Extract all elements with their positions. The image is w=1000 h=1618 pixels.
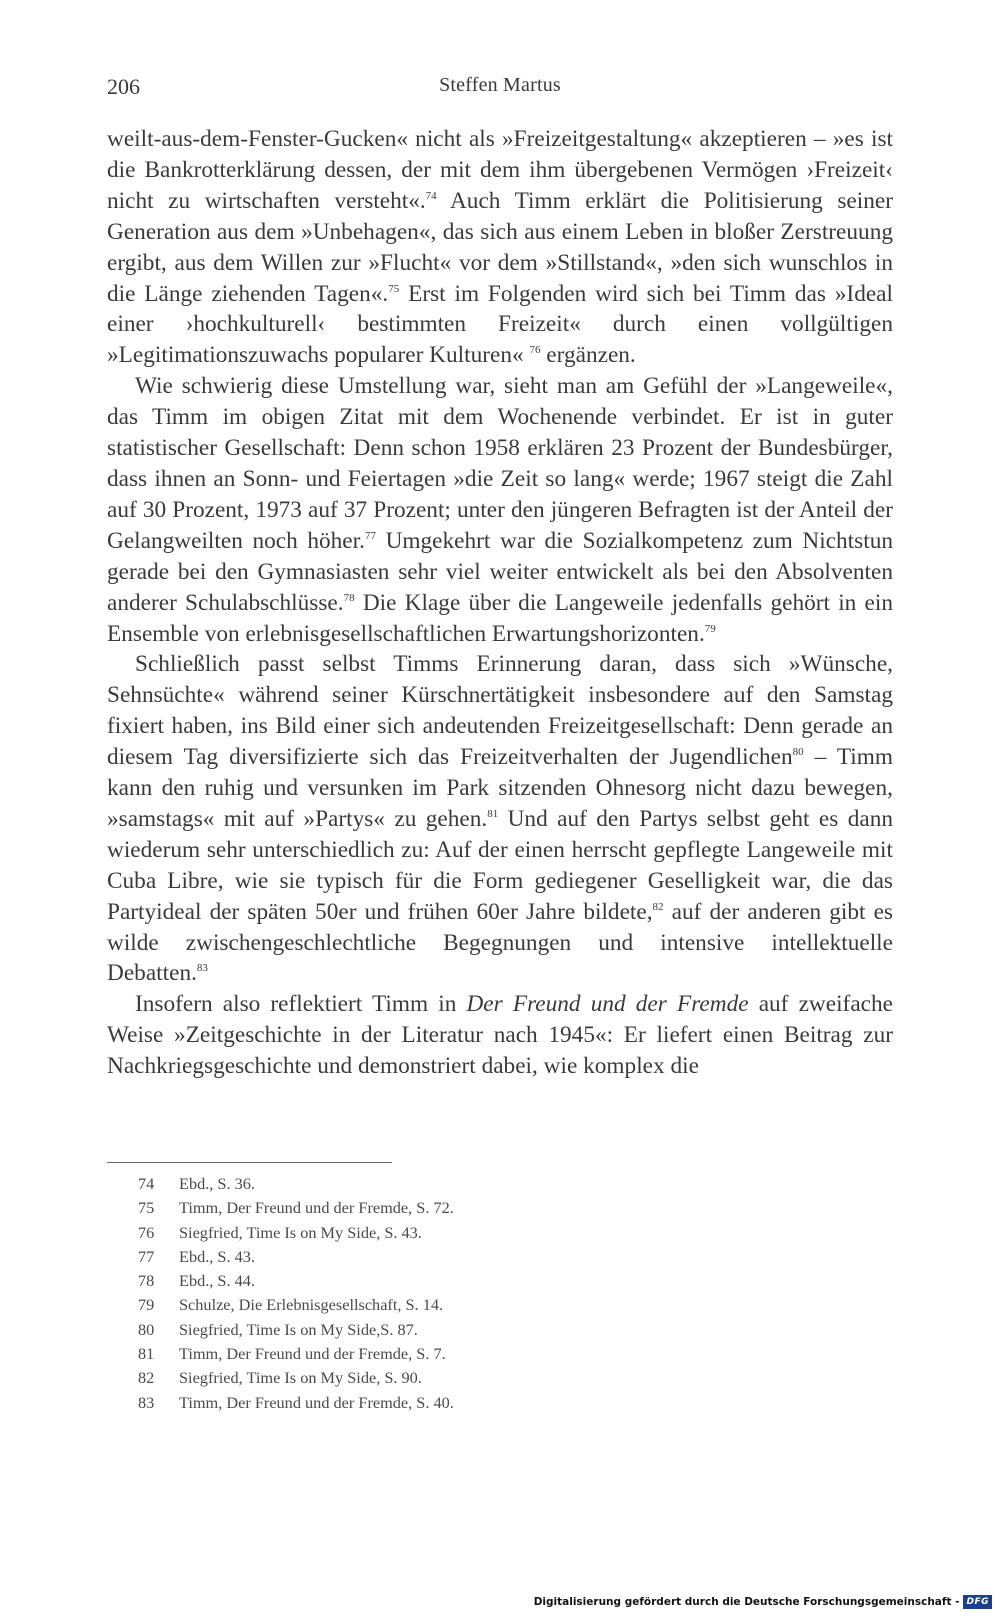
footnote — [107, 1366, 707, 1390]
footnote-number: 76 — [138, 1222, 155, 1242]
footnote-reference: 78 — [343, 591, 355, 604]
footnote-number: 79 — [138, 1295, 155, 1315]
digitization-credit-text: Digitalisierung gefördert durch die Deutsche Forschungsgemeinschaft - — [533, 1596, 960, 1608]
paragraph — [107, 124, 893, 371]
footnote-reference: 77 — [364, 529, 376, 542]
text-run: Die Klage über die Langeweile jedenfalls gehört in ein Ensemble von erlebnisgesellschaftlichen Erwartungshorizonten. — [107, 589, 894, 647]
footnote-reference: 82 — [652, 900, 664, 913]
text-run: Und auf den Partys selbst geht es dann wiederum sehr unterschiedlich zu: Auf der einen herrscht gepflegte Langeweile mit Cuba Libre, wie sie typisch für die Form gediegener Geselligkeit war, die das Partyideal der späten 50er und frühen 60er Jahre bildete, — [107, 805, 893, 925]
paragraph — [107, 371, 893, 649]
text-run: Erst im Folgenden wird sich bei Timm das »Ideal einer ›hochkulturell‹ bestimmten Freizeit« durch einen vollgültigen »Legitimationszuwachs popularer Kulturen« — [107, 280, 893, 369]
footnote-text: Schulze, Die Erlebnisgesellschaft, S. 14. — [179, 1295, 444, 1315]
footnote-text: Siegfried, Time Is on My Side, S. 90. — [179, 1368, 422, 1388]
footnote-number: 83 — [138, 1392, 155, 1412]
page-number: 206 — [107, 74, 140, 99]
footnote-text: Timm, Der Freund und der Fremde, S. 7. — [179, 1344, 446, 1364]
text-run: Auch Timm erklärt die Politisierung seiner Generation aus dem »Unbehagen«, das sich aus einem Leben in bloßer Zerstreuung ergibt, aus dem Willen zur »Flucht« vor dem »Stillstand«, »den sich wunschlos in die Länge ziehenden Tagen«. — [107, 187, 893, 307]
footnote-text: Siegfried, Time Is on My Side, S. 43. — [179, 1222, 422, 1242]
footnote — [107, 1245, 707, 1269]
footnote-reference: 81 — [487, 807, 499, 820]
book-title: Der Freund und der Fremde — [466, 991, 749, 1018]
footnote-reference: 76 — [529, 344, 541, 357]
footnote — [107, 1269, 707, 1293]
footnote-number: 82 — [138, 1368, 155, 1388]
footnote-number: 75 — [138, 1198, 155, 1218]
running-title: Steffen Martus — [439, 74, 561, 96]
text-run: – Timm kann den ruhig und versunken im Park sitzenden Ohnesorg nicht dazu bewegen, »samstags« mit auf »Partys« zu gehen. — [107, 744, 893, 832]
footnote-number: 81 — [138, 1344, 155, 1364]
text-run: Wie schwierig diese Umstellung war, sieht man am Gefühl der »Langeweile«, das Timm im obigen Zitat mit dem Wochenende verbindet. Er ist in guter statistischer Gesellschaft: Denn schon 1958 erklären 23 Prozent der Bundesbürger, dass ihnen an Sonn- und Feiertagen »die Zeit so lang« werde; 1967 steigt die Zahl auf 30 Prozent, 1973 auf 37 Prozent; unter den jüngeren Befragten ist der Anteil der Gelangweilten noch höher. — [107, 373, 893, 554]
text-run: Umgekehrt war die Sozialkompetenz zum Nichtstun gerade bei den Gymnasiasten sehr viel weiter entwickelt als bei den Absolventen anderer Schulabschlüsse. — [107, 527, 893, 616]
footnote-reference: 74 — [425, 189, 437, 202]
footnote — [107, 1221, 707, 1245]
text-run: weilt-aus-dem-Fenster-Gucken« nicht als »Freizeitgestaltung« akzeptieren – »es ist die Bankrotterklärung dessen, der mit dem ihm übergebenen Vermögen ›Freizeit‹ nicht zu wirtschaften versteht«. — [107, 126, 893, 214]
footnote — [107, 1172, 707, 1196]
footnote — [107, 1391, 707, 1415]
footnote-text: Timm, Der Freund und der Fremde, S. 72. — [179, 1198, 454, 1218]
footnote-number: 77 — [138, 1246, 155, 1266]
digitization-credit — [534, 1592, 992, 1612]
paragraph — [107, 989, 893, 1082]
text-run: Insofern also reflektiert Timm in — [135, 991, 467, 1018]
footnote-text: Ebd., S. 36. — [179, 1174, 255, 1193]
body-text — [107, 124, 893, 1082]
text-run: auf der anderen gibt es wilde zwischengeschlechtliche Begegnungen und intensive intellektuelle Debatten. — [107, 898, 893, 987]
footnotes — [107, 1172, 707, 1415]
footnote — [107, 1196, 707, 1220]
footnote-reference: 80 — [792, 746, 804, 759]
paragraph — [107, 649, 893, 989]
footnote-reference: 83 — [196, 962, 208, 975]
footnote-text: Ebd., S. 43. — [179, 1246, 255, 1266]
footnote-number: 74 — [138, 1174, 155, 1193]
text-run: auf zweifache Weise »Zeitgeschichte in der Literatur nach 1945«: Er liefert einen Beitrag zur Nachkriegsgeschichte und demonstriert dabei, wie komplex die — [107, 991, 893, 1080]
footnote-number: 78 — [138, 1271, 155, 1291]
footnote-number: 80 — [138, 1319, 155, 1339]
footnote-text: Timm, Der Freund und der Fremde, S. 40. — [179, 1392, 454, 1412]
footnote-reference: 75 — [388, 282, 400, 295]
dfg-logo: DFG — [963, 1595, 992, 1609]
footnote — [107, 1318, 707, 1342]
page-header — [107, 74, 893, 106]
footnote-text: Siegfried, Time Is on My Side,S. 87. — [179, 1319, 418, 1339]
footnote-separator — [107, 1162, 392, 1163]
footnote — [107, 1342, 707, 1366]
text-run: Schließlich passt selbst Timms Erinnerung daran, dass sich »Wünsche, Sehnsüchte« während seiner Kürschnertätigkeit insbesondere auf den Samstag fixiert haben, ins Bild einer sich andeutenden Freizeitgesellschaft: Denn gerade an diesem Tag diversifizierte sich das Freizeitverhalten der Jugendlichen — [107, 651, 893, 771]
footnote — [107, 1293, 707, 1317]
footnote-text: Ebd., S. 44. — [179, 1271, 255, 1291]
footnote-reference: 79 — [704, 622, 716, 635]
text-run: ergänzen. — [540, 342, 636, 369]
